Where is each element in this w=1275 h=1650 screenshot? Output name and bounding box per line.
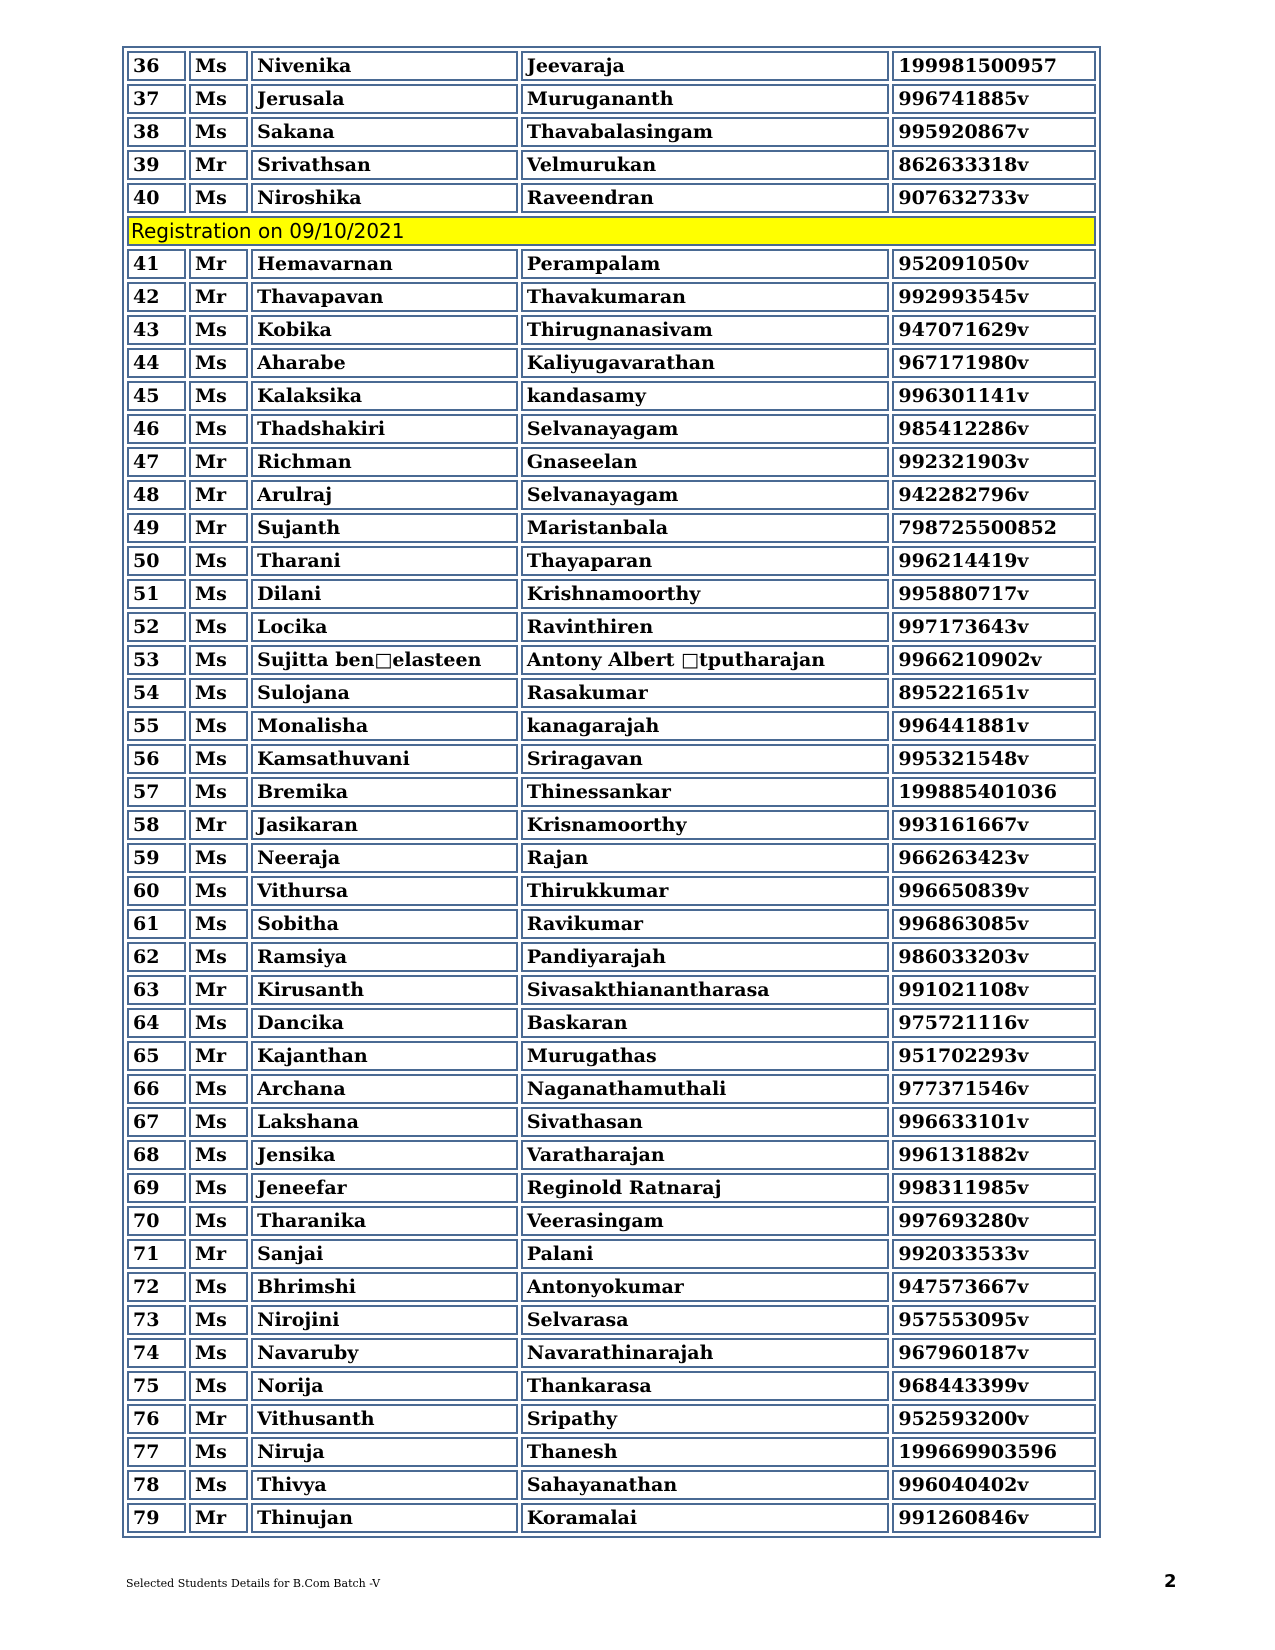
nic-number-cell: 992321903v [892,447,1096,477]
last-name-cell: Naganathamuthali [521,1074,890,1104]
nic-number-cell: 997173643v [892,612,1096,642]
last-name-cell: Thankarasa [521,1371,890,1401]
first-name-cell: Sujitta ben□elasteen [251,645,518,675]
nic-number-cell: 975721116v [892,1008,1096,1038]
table-row [127,1437,1096,1467]
table-row [127,843,1096,873]
last-name-cell: Palani [521,1239,890,1269]
nic-number-cell: 995920867v [892,117,1096,147]
table-row [127,1305,1096,1335]
table-row [127,1107,1096,1137]
last-name-cell: Sahayanathan [521,1470,890,1500]
nic-number-cell: 967171980v [892,348,1096,378]
student-list-body [127,51,1096,1533]
last-name-cell: Thayaparan [521,546,890,576]
first-name-cell: Locika [251,612,518,642]
last-name-cell: Koramalai [521,1503,890,1533]
row-number-cell: 77 [127,1437,186,1467]
first-name-cell: Thadshakiri [251,414,518,444]
table-row [127,348,1096,378]
nic-number-cell: 997693280v [892,1206,1096,1236]
nic-number-cell: 199981500957 [892,51,1096,81]
last-name-cell: Jeevaraja [521,51,890,81]
title-cell: Ms [189,1437,248,1467]
title-cell: Ms [189,1173,248,1203]
last-name-cell: Thirugnanasivam [521,315,890,345]
table-row [127,249,1096,279]
title-cell: Ms [189,909,248,939]
first-name-cell: Dancika [251,1008,518,1038]
last-name-cell: Krisnamoorthy [521,810,890,840]
table-row [127,1140,1096,1170]
nic-number-cell: 951702293v [892,1041,1096,1071]
row-number-cell: 76 [127,1404,186,1434]
row-number-cell: 49 [127,513,186,543]
title-cell: Ms [189,678,248,708]
row-number-cell: 72 [127,1272,186,1302]
first-name-cell: Hemavarnan [251,249,518,279]
row-number-cell: 37 [127,84,186,114]
row-number-cell: 63 [127,975,186,1005]
nic-number-cell: 992033533v [892,1239,1096,1269]
table-row [127,1206,1096,1236]
last-name-cell: Kaliyugavarathan [521,348,890,378]
first-name-cell: Norija [251,1371,518,1401]
row-number-cell: 57 [127,777,186,807]
last-name-cell: Ravinthiren [521,612,890,642]
row-number-cell: 56 [127,744,186,774]
first-name-cell: Thinujan [251,1503,518,1533]
table-row [127,480,1096,510]
student-list-table-container [122,46,1101,1538]
title-cell: Ms [189,843,248,873]
table-row [127,1008,1096,1038]
row-number-cell: 73 [127,1305,186,1335]
title-cell: Mr [189,150,248,180]
last-name-cell: Rasakumar [521,678,890,708]
first-name-cell: Vithursa [251,876,518,906]
last-name-cell: Thanesh [521,1437,890,1467]
row-number-cell: 60 [127,876,186,906]
row-number-cell: 42 [127,282,186,312]
title-cell: Mr [189,447,248,477]
footer-document-title: Selected Students Details for B.Com Batch -V [126,1577,381,1590]
last-name-cell: Raveendran [521,183,890,213]
nic-number-cell: 967960187v [892,1338,1096,1368]
first-name-cell: Neeraja [251,843,518,873]
nic-number-cell: 996741885v [892,84,1096,114]
section-heading: Registration on 09/10/2021 [127,216,1096,246]
nic-number-cell: 952593200v [892,1404,1096,1434]
first-name-cell: Niruja [251,1437,518,1467]
last-name-cell: Thavakumaran [521,282,890,312]
table-row [127,975,1096,1005]
last-name-cell: Perampalam [521,249,890,279]
first-name-cell: Tharanika [251,1206,518,1236]
table-row [127,942,1096,972]
title-cell: Mr [189,480,248,510]
first-name-cell: Sulojana [251,678,518,708]
nic-number-cell: 995880717v [892,579,1096,609]
last-name-cell: Navarathinarajah [521,1338,890,1368]
first-name-cell: Kajanthan [251,1041,518,1071]
row-number-cell: 40 [127,183,186,213]
title-cell: Ms [189,51,248,81]
first-name-cell: Sanjai [251,1239,518,1269]
table-row [127,744,1096,774]
row-number-cell: 70 [127,1206,186,1236]
nic-number-cell: 907632733v [892,183,1096,213]
title-cell: Ms [189,645,248,675]
table-row [127,84,1096,114]
table-row [127,1239,1096,1269]
row-number-cell: 36 [127,51,186,81]
last-name-cell: Thirukkumar [521,876,890,906]
row-number-cell: 44 [127,348,186,378]
row-number-cell: 75 [127,1371,186,1401]
row-number-cell: 67 [127,1107,186,1137]
first-name-cell: Lakshana [251,1107,518,1137]
first-name-cell: Thivya [251,1470,518,1500]
first-name-cell: Jerusala [251,84,518,114]
title-cell: Ms [189,117,248,147]
table-row [127,909,1096,939]
first-name-cell: Jeneefar [251,1173,518,1203]
row-number-cell: 41 [127,249,186,279]
first-name-cell: Tharani [251,546,518,576]
title-cell: Mr [189,810,248,840]
table-row [127,546,1096,576]
last-name-cell: Reginold Ratnaraj [521,1173,890,1203]
last-name-cell: Baskaran [521,1008,890,1038]
title-cell: Ms [189,183,248,213]
nic-number-cell: 998311985v [892,1173,1096,1203]
table-row [127,1074,1096,1104]
title-cell: Ms [189,381,248,411]
first-name-cell: Bhrimshi [251,1272,518,1302]
row-number-cell: 46 [127,414,186,444]
nic-number-cell: 986033203v [892,942,1096,972]
title-cell: Ms [189,876,248,906]
title-cell: Ms [189,1305,248,1335]
section-heading-row [127,216,1096,246]
title-cell: Mr [189,1239,248,1269]
nic-number-cell: 798725500852 [892,513,1096,543]
nic-number-cell: 862633318v [892,150,1096,180]
first-name-cell: Ramsiya [251,942,518,972]
row-number-cell: 62 [127,942,186,972]
last-name-cell: Thinessankar [521,777,890,807]
row-number-cell: 50 [127,546,186,576]
row-number-cell: 79 [127,1503,186,1533]
title-cell: Mr [189,1041,248,1071]
table-row [127,579,1096,609]
nic-number-cell: 996301141v [892,381,1096,411]
last-name-cell: Sriragavan [521,744,890,774]
row-number-cell: 65 [127,1041,186,1071]
nic-number-cell: 947071629v [892,315,1096,345]
row-number-cell: 64 [127,1008,186,1038]
last-name-cell: kandasamy [521,381,890,411]
table-row [127,1041,1096,1071]
nic-number-cell: 895221651v [892,678,1096,708]
last-name-cell: Rajan [521,843,890,873]
row-number-cell: 54 [127,678,186,708]
first-name-cell: Sakana [251,117,518,147]
row-number-cell: 52 [127,612,186,642]
first-name-cell: Kamsathuvani [251,744,518,774]
last-name-cell: Varatharajan [521,1140,890,1170]
nic-number-cell: 996441881v [892,711,1096,741]
title-cell: Ms [189,1074,248,1104]
row-number-cell: 61 [127,909,186,939]
nic-number-cell: 996131882v [892,1140,1096,1170]
last-name-cell: Gnaseelan [521,447,890,477]
table-row [127,414,1096,444]
last-name-cell: Antonyokumar [521,1272,890,1302]
table-row [127,117,1096,147]
first-name-cell: Kobika [251,315,518,345]
table-row [127,381,1096,411]
nic-number-cell: 199885401036 [892,777,1096,807]
table-row [127,678,1096,708]
row-number-cell: 58 [127,810,186,840]
first-name-cell: Dilani [251,579,518,609]
last-name-cell: Selvanayagam [521,480,890,510]
last-name-cell: Maristanbala [521,513,890,543]
table-row [127,282,1096,312]
title-cell: Ms [189,546,248,576]
first-name-cell: Jensika [251,1140,518,1170]
last-name-cell: Selvarasa [521,1305,890,1335]
table-row [127,645,1096,675]
title-cell: Ms [189,1140,248,1170]
title-cell: Mr [189,1404,248,1434]
nic-number-cell: 991021108v [892,975,1096,1005]
row-number-cell: 59 [127,843,186,873]
table-row [127,1173,1096,1203]
first-name-cell: Srivathsan [251,150,518,180]
row-number-cell: 43 [127,315,186,345]
first-name-cell: Bremika [251,777,518,807]
title-cell: Mr [189,1503,248,1533]
nic-number-cell: 977371546v [892,1074,1096,1104]
row-number-cell: 53 [127,645,186,675]
row-number-cell: 51 [127,579,186,609]
row-number-cell: 39 [127,150,186,180]
page-number: 2 [1164,1571,1177,1592]
nic-number-cell: 952091050v [892,249,1096,279]
row-number-cell: 55 [127,711,186,741]
first-name-cell: Navaruby [251,1338,518,1368]
first-name-cell: Kirusanth [251,975,518,1005]
row-number-cell: 47 [127,447,186,477]
nic-number-cell: 199669903596 [892,1437,1096,1467]
nic-number-cell: 942282796v [892,480,1096,510]
title-cell: Ms [189,414,248,444]
title-cell: Ms [189,711,248,741]
first-name-cell: Richman [251,447,518,477]
first-name-cell: Sobitha [251,909,518,939]
title-cell: Ms [189,579,248,609]
table-row [127,1371,1096,1401]
table-row [127,513,1096,543]
first-name-cell: Kalaksika [251,381,518,411]
nic-number-cell: 996633101v [892,1107,1096,1137]
first-name-cell: Nivenika [251,51,518,81]
nic-number-cell: 993161667v [892,810,1096,840]
table-row [127,612,1096,642]
first-name-cell: Nirojini [251,1305,518,1335]
title-cell: Ms [189,1338,248,1368]
last-name-cell: Veerasingam [521,1206,890,1236]
last-name-cell: Antony Albert □tputharajan [521,645,890,675]
nic-number-cell: 947573667v [892,1272,1096,1302]
table-row [127,51,1096,81]
nic-number-cell: 996214419v [892,546,1096,576]
nic-number-cell: 992993545v [892,282,1096,312]
nic-number-cell: 968443399v [892,1371,1096,1401]
title-cell: Ms [189,1371,248,1401]
nic-number-cell: 985412286v [892,414,1096,444]
table-row [127,150,1096,180]
title-cell: Ms [189,1272,248,1302]
title-cell: Ms [189,612,248,642]
table-row [127,810,1096,840]
title-cell: Mr [189,513,248,543]
title-cell: Ms [189,1008,248,1038]
last-name-cell: Thavabalasingam [521,117,890,147]
table-row [127,183,1096,213]
nic-number-cell: 996040402v [892,1470,1096,1500]
title-cell: Ms [189,1470,248,1500]
row-number-cell: 66 [127,1074,186,1104]
first-name-cell: Archana [251,1074,518,1104]
nic-number-cell: 996863085v [892,909,1096,939]
first-name-cell: Vithusanth [251,1404,518,1434]
row-number-cell: 68 [127,1140,186,1170]
last-name-cell: Ravikumar [521,909,890,939]
table-row [127,315,1096,345]
row-number-cell: 74 [127,1338,186,1368]
first-name-cell: Thavapavan [251,282,518,312]
first-name-cell: Sujanth [251,513,518,543]
table-row [127,1404,1096,1434]
nic-number-cell: 966263423v [892,843,1096,873]
nic-number-cell: 957553095v [892,1305,1096,1335]
table-row [127,777,1096,807]
table-row [127,1470,1096,1500]
last-name-cell: Sripathy [521,1404,890,1434]
title-cell: Ms [189,315,248,345]
first-name-cell: Aharabe [251,348,518,378]
last-name-cell: Selvanayagam [521,414,890,444]
row-number-cell: 48 [127,480,186,510]
row-number-cell: 69 [127,1173,186,1203]
first-name-cell: Arulraj [251,480,518,510]
last-name-cell: Murugathas [521,1041,890,1071]
row-number-cell: 71 [127,1239,186,1269]
first-name-cell: Niroshika [251,183,518,213]
title-cell: Ms [189,348,248,378]
title-cell: Mr [189,282,248,312]
title-cell: Mr [189,975,248,1005]
title-cell: Ms [189,1206,248,1236]
last-name-cell: Sivasakthianantharasa [521,975,890,1005]
last-name-cell: Velmurukan [521,150,890,180]
table-row [127,876,1096,906]
row-number-cell: 78 [127,1470,186,1500]
table-row [127,1338,1096,1368]
table-row [127,1503,1096,1533]
last-name-cell: kanagarajah [521,711,890,741]
row-number-cell: 38 [127,117,186,147]
nic-number-cell: 991260846v [892,1503,1096,1533]
last-name-cell: Murugananth [521,84,890,114]
nic-number-cell: 995321548v [892,744,1096,774]
table-row [127,711,1096,741]
first-name-cell: Monalisha [251,711,518,741]
title-cell: Mr [189,249,248,279]
nic-number-cell: 9966210902v [892,645,1096,675]
last-name-cell: Pandiyarajah [521,942,890,972]
title-cell: Ms [189,744,248,774]
last-name-cell: Sivathasan [521,1107,890,1137]
nic-number-cell: 996650839v [892,876,1096,906]
table-row [127,447,1096,477]
title-cell: Ms [189,84,248,114]
title-cell: Ms [189,942,248,972]
student-list-table [122,46,1101,1538]
title-cell: Ms [189,777,248,807]
row-number-cell: 45 [127,381,186,411]
title-cell: Ms [189,1107,248,1137]
table-row [127,1272,1096,1302]
last-name-cell: Krishnamoorthy [521,579,890,609]
first-name-cell: Jasikaran [251,810,518,840]
